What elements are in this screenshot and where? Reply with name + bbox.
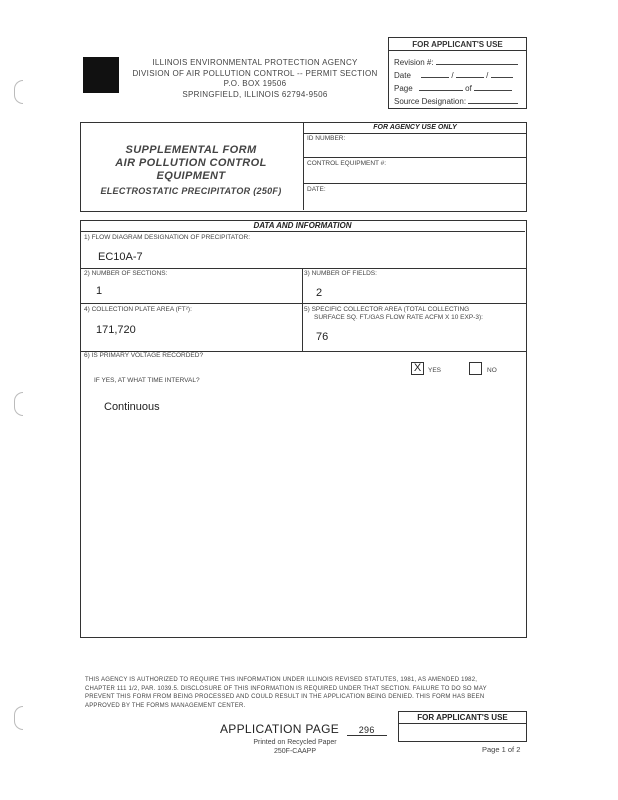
form-code: 250F-CAAPP bbox=[273, 748, 317, 755]
agency-line3: P.O. BOX 19506 bbox=[223, 79, 287, 88]
application-page-number: 296 bbox=[347, 725, 387, 736]
applicant-use-box-bottom bbox=[398, 711, 527, 742]
agency-date-field[interactable] bbox=[304, 184, 526, 210]
divider-1 bbox=[80, 268, 527, 269]
date-day-field[interactable] bbox=[456, 70, 484, 78]
id-number-label: ID NUMBER: bbox=[307, 135, 346, 142]
divider-2 bbox=[80, 303, 527, 304]
page-row bbox=[394, 83, 512, 93]
date-year-field[interactable] bbox=[491, 70, 513, 78]
revision-row bbox=[394, 57, 518, 67]
control-equipment-label: CONTROL EQUIPMENT #: bbox=[307, 160, 387, 167]
legal-line3: PREVENT THIS FORM FROM BEING PROCESSED AND COULD RESULT IN THE APPLICATION BEING DENIED. THIS FORM HAS BEEN bbox=[85, 694, 485, 700]
legal-line2: CHAPTER 111 1/2, PAR. 1039.5. DISCLOSURE OF THIS INFORMATION IS REQUIRED UNDER THAT SECTION. FAILURE TO DO SO MAY bbox=[85, 685, 487, 692]
application-page-row bbox=[220, 722, 387, 736]
date-row bbox=[394, 70, 513, 80]
agency-use-title: FOR AGENCY USE ONLY bbox=[304, 122, 526, 134]
q6-label: 6) IS PRIMARY VOLTAGE RECORDED? bbox=[84, 352, 204, 359]
q5-label-line2: SURFACE SQ. FT./GAS FLOW RATE ACFM X 10 EXP-3): bbox=[314, 314, 483, 321]
agency-line4: SPRINGFIELD, ILLINOIS 62794-9506 bbox=[182, 89, 328, 99]
page-field[interactable] bbox=[419, 83, 463, 91]
form-title-line2: AIR POLLUTION CONTROL bbox=[115, 157, 267, 169]
no-label: NO bbox=[487, 367, 497, 374]
q4-value[interactable]: 171,720 bbox=[96, 324, 136, 336]
form-title-line1: SUPPLEMENTAL FORM bbox=[125, 144, 257, 156]
date-month-field[interactable] bbox=[421, 70, 449, 78]
q5-label-line1: 5) SPECIFIC COLLECTOR AREA (TOTAL COLLECTING bbox=[304, 306, 470, 313]
recycled-note: Printed on Recycled Paper bbox=[253, 739, 337, 746]
yes-label: YES bbox=[428, 367, 442, 374]
legal-line1: THIS AGENCY IS AUTHORIZED TO REQUIRE THIS INFORMATION UNDER ILLINOIS REVISED STATUTES, 1981, AS AMENDED 1982, bbox=[85, 677, 478, 683]
applicant-use-title: FOR APPLICANT'S USE bbox=[389, 38, 526, 51]
data-section-box bbox=[80, 220, 527, 638]
data-section-header: DATA AND INFORMATION bbox=[80, 220, 525, 232]
agency-line2: DIVISION OF AIR POLLUTION CONTROL -- PERMIT SECTION bbox=[132, 68, 378, 78]
form-title-line3: EQUIPMENT bbox=[156, 170, 226, 182]
agency-use-panel bbox=[303, 122, 526, 210]
date-label: Date bbox=[394, 71, 411, 80]
agency-address bbox=[120, 58, 390, 100]
q3-label: 3) NUMBER OF FIELDS: bbox=[304, 270, 377, 277]
q5-value[interactable]: 76 bbox=[316, 331, 329, 343]
source-row bbox=[394, 96, 518, 106]
control-equipment-field[interactable] bbox=[304, 158, 526, 184]
legal-line4: APPROVED BY THE FORMS MANAGEMENT CENTER. bbox=[85, 702, 246, 709]
date-slash-1: / bbox=[451, 71, 454, 80]
binder-hole-bottom bbox=[14, 706, 23, 730]
page-label: Page bbox=[394, 84, 413, 93]
binder-hole-middle bbox=[14, 392, 23, 416]
date-slash-2: / bbox=[486, 71, 489, 80]
applicant-use-box bbox=[388, 37, 527, 109]
revision-field[interactable] bbox=[436, 57, 518, 65]
form-subtitle: ELECTROSTATIC PRECIPITATOR (250F) bbox=[100, 186, 282, 196]
interval-label: IF YES, AT WHAT TIME INTERVAL? bbox=[94, 377, 200, 384]
q2-value[interactable]: 1 bbox=[96, 285, 103, 297]
form-title bbox=[80, 144, 302, 196]
q1-label: 1) FLOW DIAGRAM DESIGNATION OF PRECIPITATOR: bbox=[84, 234, 251, 241]
agency-line1: ILLINOIS ENVIRONMENTAL PROTECTION AGENCY bbox=[152, 58, 358, 67]
yes-checkbox[interactable]: X bbox=[411, 362, 424, 375]
q2-label: 2) NUMBER OF SECTIONS: bbox=[84, 270, 168, 277]
applicant-use-bottom-title: FOR APPLICANT'S USE bbox=[399, 712, 526, 724]
page-of-note: Page 1 of 2 bbox=[482, 745, 521, 754]
id-number-field[interactable] bbox=[304, 133, 526, 158]
revision-label: Revision #: bbox=[394, 58, 434, 67]
application-page-label: APPLICATION PAGE bbox=[220, 722, 340, 736]
page-total-field[interactable] bbox=[474, 83, 512, 91]
agency-logo bbox=[83, 57, 119, 93]
source-label: Source Designation: bbox=[394, 97, 467, 106]
legal-notice bbox=[85, 676, 525, 710]
no-checkbox[interactable] bbox=[469, 362, 482, 375]
agency-date-label: DATE: bbox=[307, 186, 326, 193]
q1-value[interactable]: EC10A-7 bbox=[98, 251, 143, 263]
source-field[interactable] bbox=[468, 96, 518, 104]
interval-value[interactable]: Continuous bbox=[104, 401, 160, 413]
q3-value[interactable]: 2 bbox=[316, 287, 323, 299]
column-divider bbox=[302, 268, 303, 351]
binder-hole-top bbox=[14, 80, 23, 104]
of-label: of bbox=[465, 84, 472, 93]
q4-label: 4) COLLECTION PLATE AREA (FT²): bbox=[84, 306, 192, 313]
